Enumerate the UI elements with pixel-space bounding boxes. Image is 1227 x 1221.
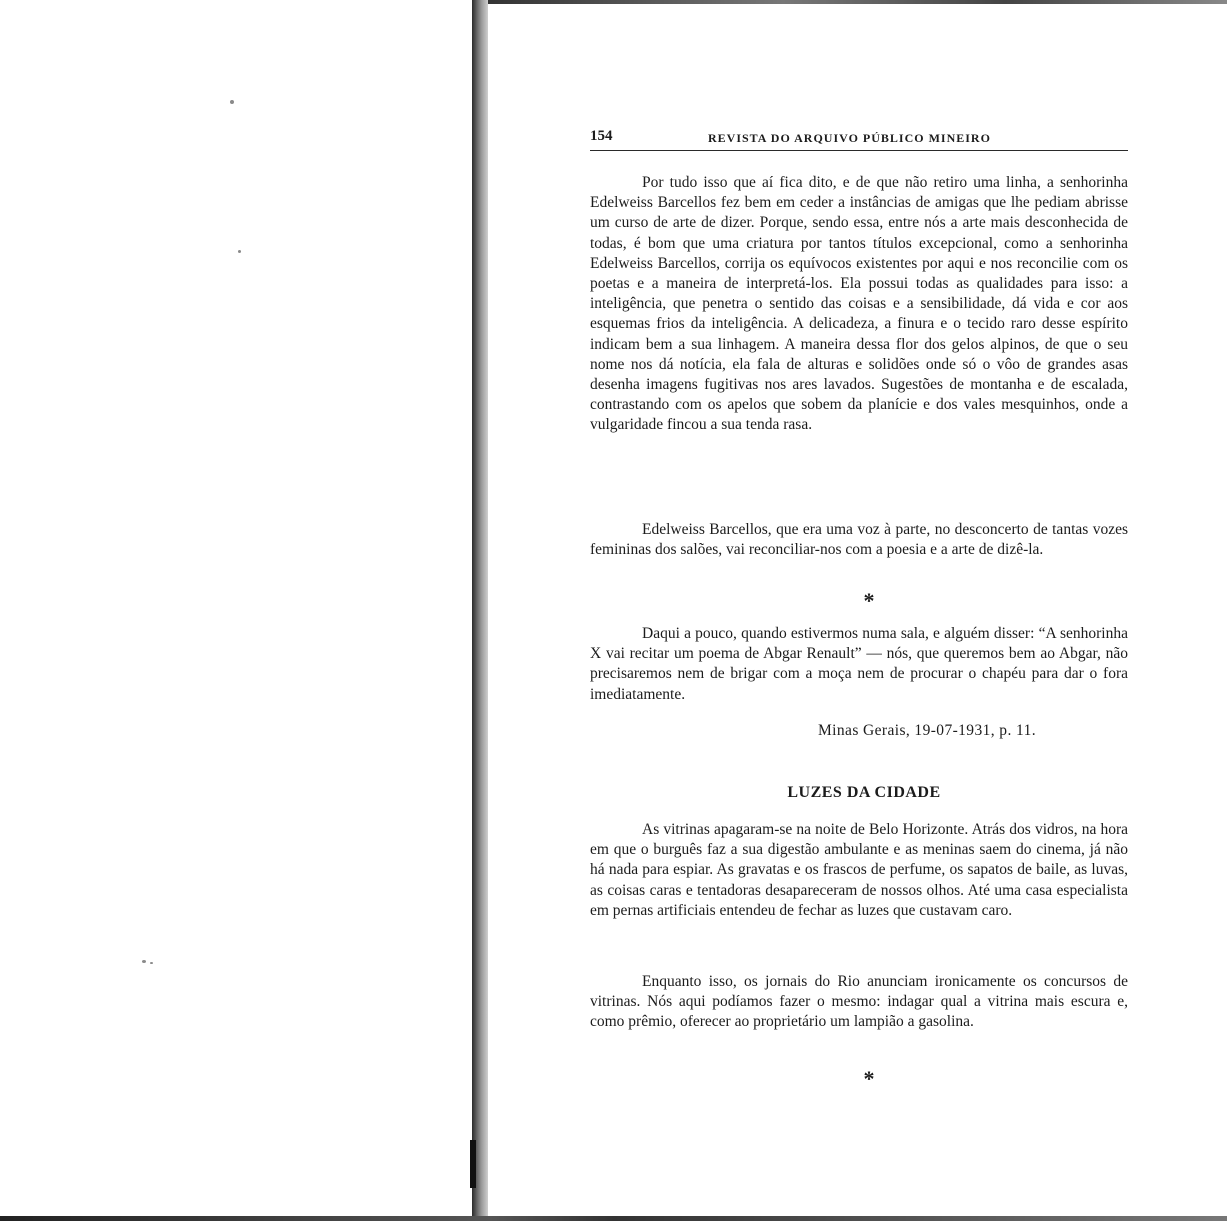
paragraph-edelweiss-course: Por tudo isso que aí fica dito, e de que não retiro uma linha, a senhorinha Edelweiss Barcellos fez bem em ceder a instâncias de amigas que lhe pediam abrisse um curso de arte de dizer. Porque, sendo essa, entre nós a arte mais desconhecida de todas, é bom que uma criatura por tantos títulos excepcional, como a senhorinha Edelweiss Barcellos, corrija os equívocos existentes por aqui e nos reconcilie com os poetas e a maneira de interpretá-los. Ela possui todas as qualidades para isso: a inteligência, que penetra o sentido das coisas e a sensibilidade, dá vida e cor aos esquemas frios da inteligência. A delicadeza, a finura e o tecido raro desse espírito indicam bem a sua linhagem. A maneira dessa flor dos gelos alpinos, de que o seu nome nos dá notícia, ela fala de alturas e solidões onde só o vôo de grandes asas desenha imagens fugitivas nos ares lavados. Sugestões de montanha e de escalada, contrastando com os apelos que sobem da planície e dos vales mesquinhos, onde a vulgaridade fincou a sua tenda rasa. (590, 174, 1128, 434)
scan-speck (150, 962, 153, 964)
scan-speck (142, 960, 146, 963)
paragraph-window-contest: Enquanto isso, os jornais do Rio anunciam ironicamente os concursos de vitrinas. Nós aqui podíamos fazer o mesmo: indagar qual a vitrina mais escura e, como prêmio, oferecer ao proprietário um lampião a gasolina. (590, 973, 1128, 1031)
right-page (590, 0, 1128, 1221)
page-number: 154 (590, 128, 613, 144)
gutter-shadow-mark (470, 1140, 476, 1188)
running-head (590, 128, 1128, 151)
paragraph-edelweiss-voice: Edelweiss Barcellos, que era uma voz à parte, no desconcerto de tantas vozes femininas dos salões, vai reconciliar-nos com a poesia e a arte de dizê-la. (590, 521, 1128, 559)
blank-left-page (0, 0, 472, 1221)
journal-title: REVISTA DO ARQUIVO PÚBLICO MINEIRO (708, 131, 991, 145)
scan-speck (230, 100, 234, 104)
section-title: LUZES DA CIDADE (787, 784, 941, 801)
paragraph-shop-windows: As vitrinas apagaram-se na noite de Belo Horizonte. Atrás dos vidros, na hora em que o burguês faz a sua digestão ambulante e as meninas saem do cinema, já não há nada para espiar. As gravatas e os frascos de perfume, os sapatos de baile, as luvas, as coisas caras e tentadoras desapareceram de nossos olhos. Até uma casa especialista em pernas artificiais entendeu de fechar as luzes que custavam caro. (590, 821, 1128, 919)
paragraph-recital-anecdote: Daqui a pouco, quando estivermos numa sala, e alguém disser: “A senhorinha X vai recitar um poema de Abgar Renault” — nós, que queremos bem ao Abgar, não precisaremos nem de brigar com a moça nem de procurar o chapéu para dar o fora imediatamente. (590, 625, 1128, 703)
section-separator: * (863, 588, 875, 613)
section-separator: * (863, 1066, 875, 1091)
book-gutter (472, 0, 488, 1221)
source-citation: Minas Gerais, 19-07-1931, p. 11. (818, 722, 1037, 739)
scan-speck (238, 250, 241, 253)
